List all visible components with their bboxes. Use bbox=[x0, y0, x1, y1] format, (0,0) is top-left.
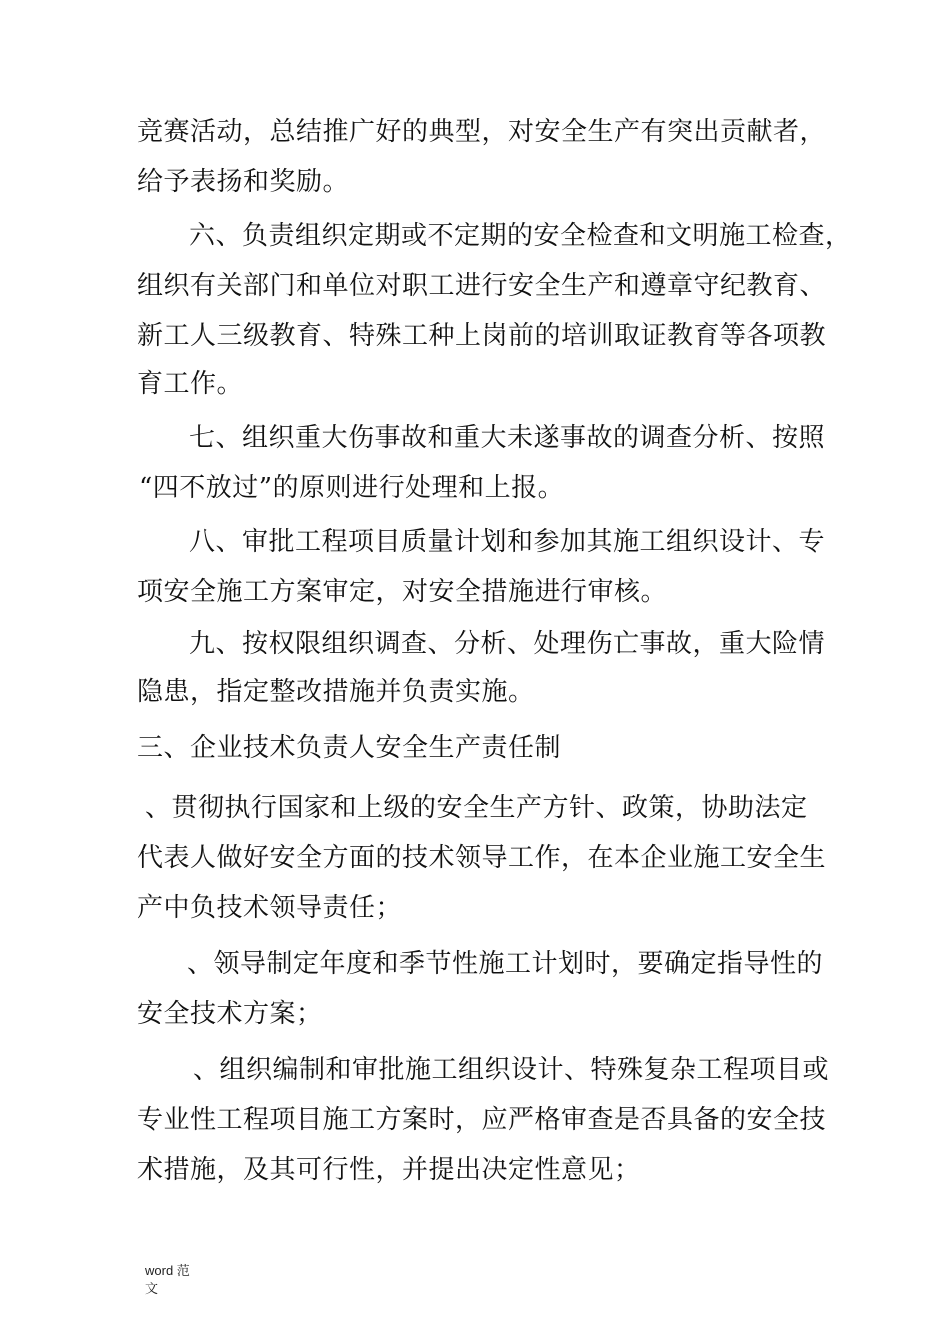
text-line: 六、负责组织定期或不定期的安全检查和文明施工检查， bbox=[189, 221, 852, 251]
section-heading: 三、企业技术负责人安全生产责任制 bbox=[137, 733, 562, 763]
text-line: 专业性工程项目施工方案时，应严格审查是否具备的安全技 bbox=[137, 1105, 827, 1135]
text-line: 、组织编制和审批施工组织设计、特殊复杂工程项目或 bbox=[193, 1055, 830, 1085]
text-line: “四不放过”的原则进行处理和上报。 bbox=[139, 473, 565, 503]
text-line: 竞赛活动，总结推广好的典型，对安全生产有突出贡献者， bbox=[137, 117, 827, 147]
footer-label bbox=[145, 1262, 190, 1298]
text-line: 育工作。 bbox=[137, 369, 244, 399]
text-line: 新工人三级教育、特殊工种上岗前的培训取证教育等各项教 bbox=[137, 321, 827, 351]
text-line: 项安全施工方案审定，对安全措施进行审核。 bbox=[137, 577, 668, 607]
text-line: 组织有关部门和单位对职工进行安全生产和遵章守纪教育、 bbox=[137, 271, 827, 301]
text-line: 七、组织重大伤事故和重大未遂事故的调查分析、按照 bbox=[189, 423, 826, 453]
text-line: 、贯彻执行国家和上级的安全生产方针、政策，协助法定 bbox=[145, 793, 808, 823]
footer-line-2: 文 bbox=[145, 1281, 159, 1296]
text-line: 隐患，指定整改措施并负责实施。 bbox=[137, 677, 535, 707]
text-line: 产中负技术领导责任； bbox=[137, 893, 403, 923]
text-line: 术措施，及其可行性，并提出决定性意见； bbox=[137, 1155, 641, 1185]
text-line: 九、按权限组织调查、分析、处理伤亡事故，重大险情 bbox=[189, 629, 826, 659]
text-line: 八、审批工程项目质量计划和参加其施工组织设计、专 bbox=[189, 527, 826, 557]
text-line: 、领导制定年度和季节性施工计划时，要确定指导性的 bbox=[187, 949, 824, 979]
footer-line-1: word 范 bbox=[145, 1263, 190, 1278]
text-line: 安全技术方案； bbox=[137, 999, 323, 1029]
text-line: 给予表扬和奖励。 bbox=[137, 167, 350, 197]
text-line: 代表人做好安全方面的技术领导工作，在本企业施工安全生 bbox=[137, 843, 827, 873]
